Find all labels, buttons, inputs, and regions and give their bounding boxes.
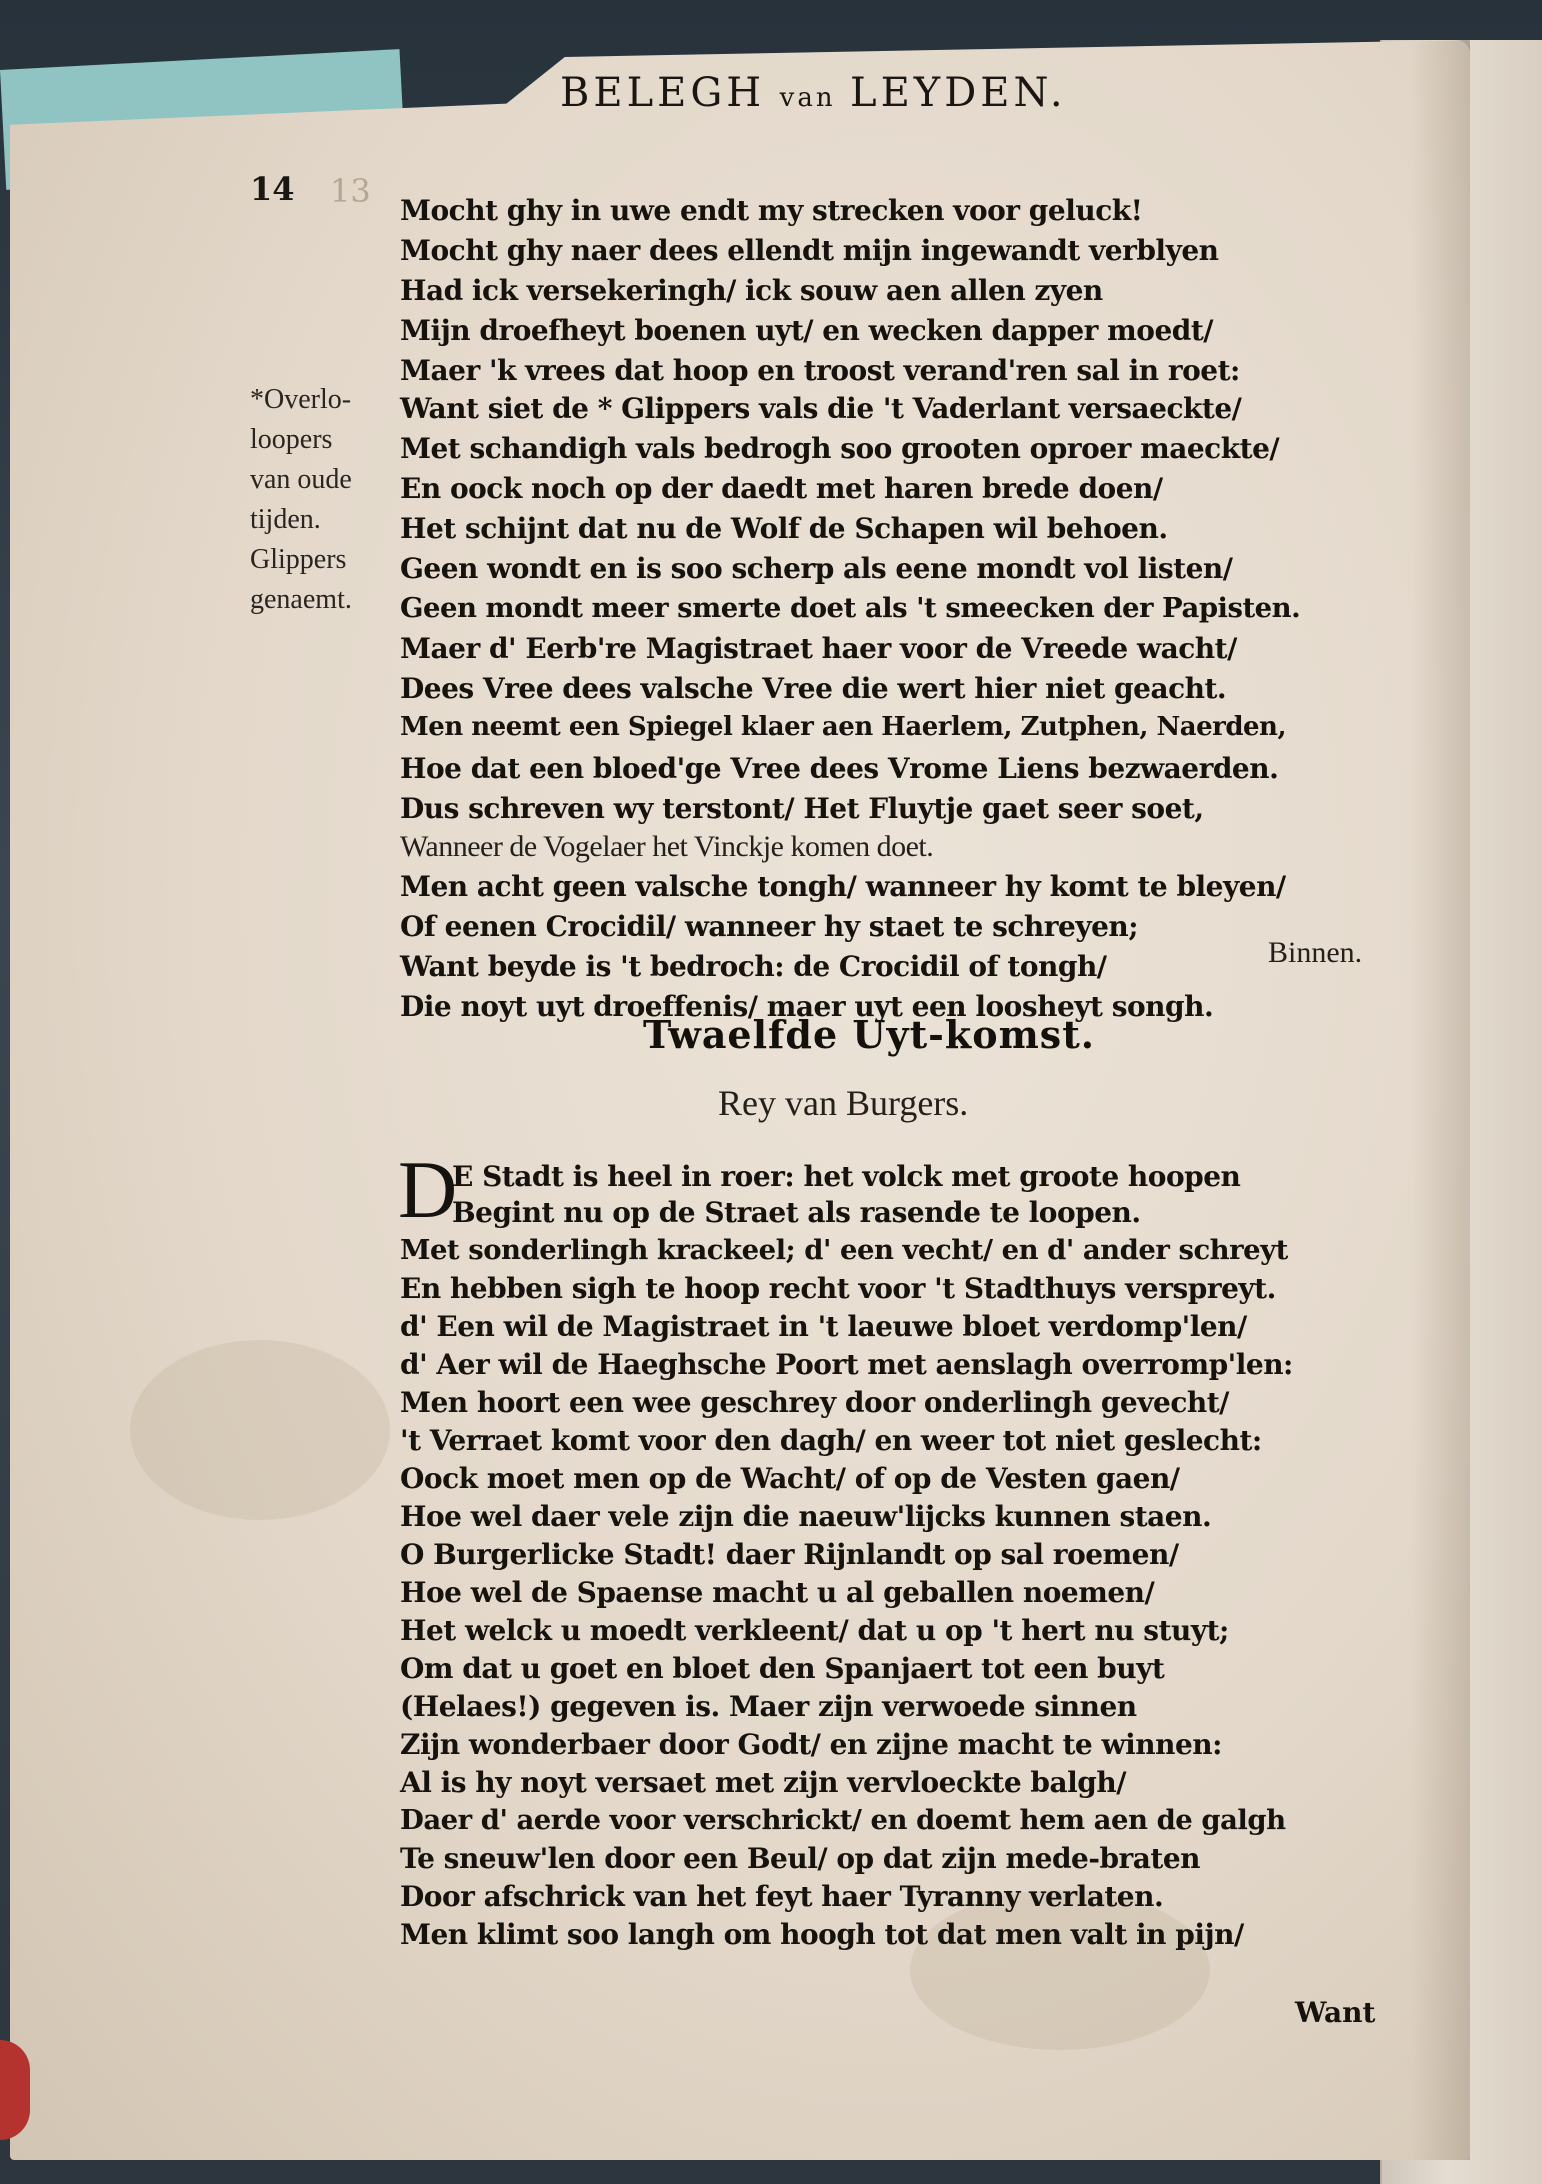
- header-word-belegh: BELEGH: [560, 70, 766, 116]
- page-number-showthrough: 13: [330, 172, 371, 210]
- verse-line: O Burgerlicke Stadt! daer Rijnlandt op sal roemen/: [400, 1538, 1179, 1571]
- verse-line: Geen mondt meer smerte doet als 't smeecken der Papisten.: [400, 592, 1301, 624]
- verse-line: Oock moet men op de Wacht/ of op de Vesten gaen/: [400, 1462, 1180, 1495]
- verse-line: Men klimt soo langh om hoogh tot dat men valt in pijn/: [400, 1918, 1244, 1951]
- verse-line: Men neemt een Spiegel klaer aen Haerlem, Zutphen, Naerden,: [400, 712, 1287, 742]
- verse-line: Begint nu op de Straet als rasende te loopen.: [452, 1196, 1141, 1229]
- verse-line: Zijn wonderbaer door Godt/ en zijne macht te winnen:: [400, 1728, 1222, 1761]
- verse-line: Want beyde is 't bedroch: de Crocidil of tongh/: [400, 950, 1107, 983]
- verse-line: Men acht geen valsche tongh/ wanneer hy komt te bleyen/: [400, 870, 1286, 903]
- verse-line: Hoe wel de Spaense macht u al geballen noemen/: [400, 1576, 1155, 1609]
- verse-line: d' Een wil de Magistraet in 't laeuwe bloet verdomp'len/: [400, 1310, 1247, 1343]
- verse-line: Wanneer de Vogelaer het Vinckje komen doet.: [400, 830, 934, 863]
- verse-line: Hoe wel daer vele zijn die naeuw'lijcks kunnen staen.: [400, 1500, 1212, 1533]
- drop-cap: D: [398, 1144, 458, 1235]
- verse-line: Door afschrick van het feyt haer Tyranny verlaten.: [400, 1880, 1164, 1913]
- catchword-want: Want: [1295, 1996, 1376, 2029]
- verse-line: Het welck u moedt verkleent/ dat u op 't hert nu stuyt;: [400, 1614, 1229, 1647]
- verse-line: Hoe dat een bloed'ge Vree dees Vrome Liens bezwaerden.: [400, 752, 1279, 785]
- page-number: 14: [250, 170, 295, 208]
- margin-note-line: Glippers: [250, 544, 347, 575]
- verse-line: Mocht ghy naer dees ellendt mijn ingewandt verblyen: [400, 234, 1219, 267]
- catchword-binnen: Binnen.: [1268, 936, 1363, 969]
- verse-line: 't Verraet komt voor den dagh/ en weer tot niet geslecht:: [400, 1424, 1262, 1457]
- verse-line: d' Aer wil de Haeghsche Poort met aenslagh overromp'len:: [400, 1348, 1293, 1381]
- margin-note-line: van oude: [250, 464, 352, 495]
- verse-line: Geen wondt en is soo scherp als eene mondt vol listen/: [400, 552, 1233, 585]
- verse-line: Want siet de * Glippers vals die 't Vaderlant versaeckte/: [400, 392, 1242, 425]
- margin-note-line: *Overlo-: [250, 384, 352, 415]
- verse-line: Mocht ghy in uwe endt my strecken voor geluck!: [400, 194, 1143, 227]
- margin-note-line: loopers: [250, 424, 333, 455]
- paper-stain: [130, 1340, 390, 1520]
- running-header: [560, 70, 1080, 150]
- section-subtitle: Rey van Burgers.: [718, 1083, 969, 1123]
- verse-line: Met sonderlingh krackeel; d' een vecht/ en d' ander schreyt: [400, 1234, 1288, 1266]
- verse-line: Dus schreven wy terstont/ Het Fluytje gaet seer soet,: [400, 792, 1204, 825]
- verse-line: Had ick versekeringh/ ick souw aen allen zyen: [400, 274, 1103, 307]
- margin-note-line: genaemt.: [250, 584, 352, 615]
- paper-stain: [910, 1890, 1210, 2050]
- section-title: Twaelfde Uyt-komst.: [643, 1012, 1095, 1057]
- verse-line: (Helaes!) gegeven is. Maer zijn verwoede sinnen: [400, 1690, 1137, 1723]
- verse-line: Dees Vree dees valsche Vree die wert hier niet geacht.: [400, 672, 1227, 705]
- verse-line: E Stadt is heel in roer: het volck met groote hoopen: [452, 1160, 1241, 1193]
- verse-line: Het schijnt dat nu de Wolf de Schapen wil behoen.: [400, 512, 1168, 545]
- verse-line: Mijn droefheyt boenen uyt/ en wecken dapper moedt/: [400, 314, 1213, 347]
- header-word-leyden: LEYDEN.: [850, 70, 1067, 116]
- red-corner-mark: [0, 2040, 30, 2140]
- verse-line: Of eenen Crocidil/ wanneer hy staet te schreyen;: [400, 910, 1139, 943]
- verse-line: Al is hy noyt versaet met zijn vervloeckte balgh/: [400, 1766, 1126, 1799]
- verse-line: Maer 'k vrees dat hoop en troost verand'ren sal in roet:: [400, 354, 1240, 387]
- verse-line: Die noyt uyt droeffenis/ maer uyt een loosheyt songh.: [400, 990, 1214, 1023]
- verse-line: En oock noch op der daedt met haren brede doen/: [400, 472, 1163, 505]
- verse-line: Om dat u goet en bloet den Spanjaert tot een buyt: [400, 1652, 1165, 1685]
- verse-line: En hebben sigh te hoop recht voor 't Stadthuys verspreyt.: [400, 1272, 1276, 1305]
- verse-line: Maer d' Eerb're Magistraet haer voor de Vreede wacht/: [400, 632, 1237, 665]
- header-word-van: van: [779, 83, 836, 113]
- verse-line: Men hoort een wee geschrey door onderlingh gevecht/: [400, 1386, 1229, 1419]
- margin-note-line: tijden.: [250, 504, 321, 535]
- verse-line: Daer d' aerde voor verschrickt/ en doemt hem aen de galgh: [400, 1804, 1286, 1836]
- margin-note: [250, 380, 390, 620]
- verse-line: Te sneuw'len door een Beul/ op dat zijn mede-braten: [400, 1842, 1201, 1875]
- verse-line: Met schandigh vals bedrogh soo grooten oproer maeckte/: [400, 432, 1280, 465]
